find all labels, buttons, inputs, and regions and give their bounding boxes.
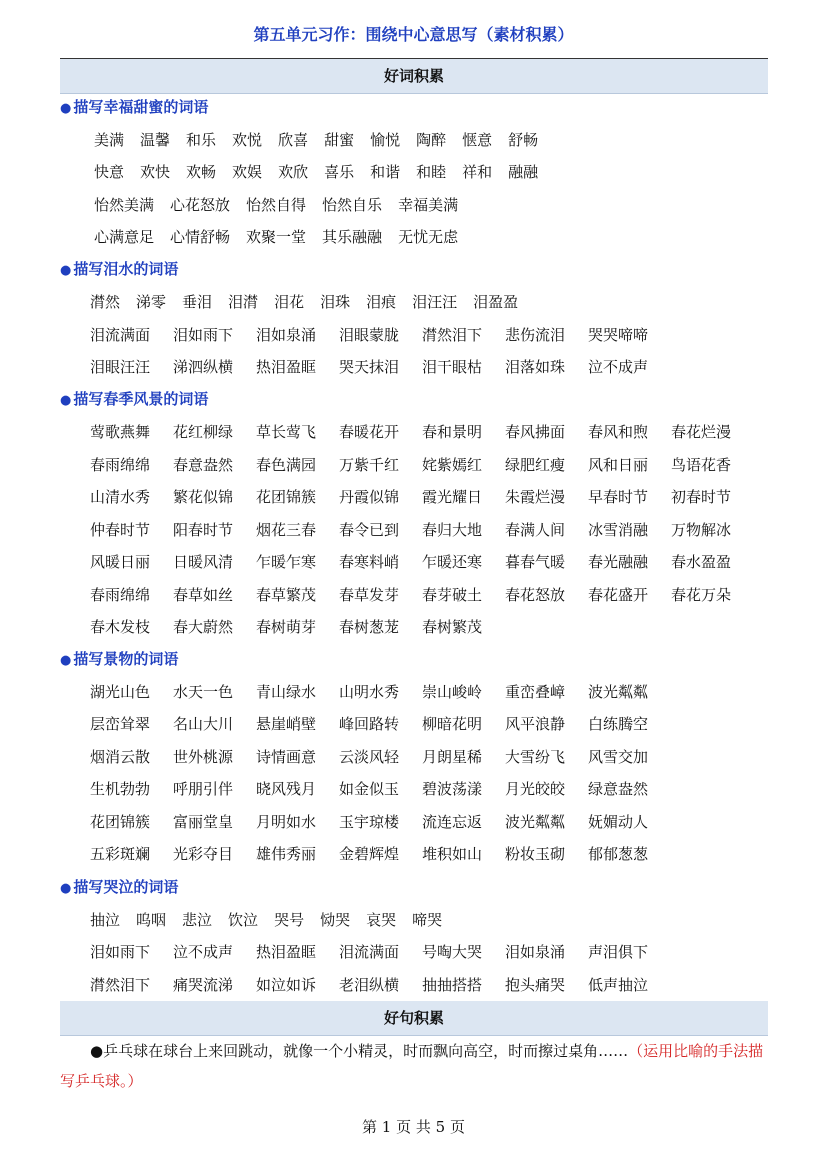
word: 万物解冰 [671,521,732,539]
word: 妩媚动人 [588,813,649,831]
category-heading-label: 描写幸福甜蜜的词语 [73,98,209,116]
word: 欢悦 [232,131,263,149]
category-heading-crying [60,875,178,899]
word-row [90,516,754,544]
word: 郁郁葱葱 [588,845,649,863]
word: 泪干眼枯 [422,358,483,376]
word: 春雨绵绵 [90,586,151,604]
word: 烟消云散 [90,748,151,766]
word: 恸哭 [320,911,351,929]
word: 绿肥红瘦 [505,456,566,474]
word: 其乐融融 [322,228,383,246]
word: 五彩斑斓 [90,845,151,863]
word: 春草如丝 [173,586,234,604]
word: 春花怒放 [505,586,566,604]
word: 春令已到 [339,521,400,539]
word-row [90,613,505,641]
category-heading-spring [60,387,208,411]
word: 泪痕 [366,293,397,311]
word: 名山大川 [173,715,234,733]
word: 声泪俱下 [588,943,649,961]
word: 悬崖峭壁 [256,715,317,733]
bullet-icon: ● [60,263,72,278]
word: 垂泪 [182,293,213,311]
word: 心满意足 [94,228,155,246]
word-row [90,451,754,479]
bullet-icon: ● [60,653,72,668]
word: 雄伟秀丽 [256,845,317,863]
word: 泪流满面 [90,326,151,344]
word: 柳暗花明 [422,715,483,733]
word: 泪流满面 [339,943,400,961]
word: 流连忘返 [422,813,483,831]
word: 春树萌芽 [256,618,317,636]
word: 欢娱 [232,163,263,181]
word-row [90,353,671,381]
word: 春风拂面 [505,423,566,441]
word-row [94,191,474,219]
word: 涕零 [136,293,167,311]
category-heading-label: 描写泪水的词语 [73,260,179,278]
word: 泪汪汪 [412,293,458,311]
word: 温馨 [140,131,171,149]
word: 低声抽泣 [588,976,649,994]
word: 热泪盈眶 [256,358,317,376]
word: 和谐 [370,163,401,181]
word: 春花万朵 [671,586,732,604]
word: 泪花 [274,293,305,311]
word: 月明如水 [256,813,317,831]
word: 怡然美满 [94,196,155,214]
word: 春意盎然 [173,456,234,474]
bullet-icon: ● [60,881,72,896]
bullet-icon: ● [60,101,72,116]
word-row [90,321,671,349]
word: 泪盈盈 [473,293,519,311]
word: 泪如雨下 [173,326,234,344]
word: 水天一色 [173,683,234,701]
word: 抱头痛哭 [505,976,566,994]
word: 惬意 [462,131,493,149]
page-title: 第五单元习作：围绕中心意思写（素材积累） [253,25,574,44]
word: 哀哭 [366,911,397,929]
word: 抽抽搭搭 [422,976,483,994]
word: 风和日丽 [588,456,649,474]
word: 泪如泉涌 [505,943,566,961]
category-heading-label: 描写春季风景的词语 [73,390,209,408]
word: 大雪纷飞 [505,748,566,766]
word: 湖光山色 [90,683,151,701]
word-row [90,678,671,706]
word: 抽泣 [90,911,121,929]
word: 欢欣 [278,163,309,181]
word: 仲春时节 [90,521,151,539]
word-row [94,223,474,251]
word: 饮泣 [228,911,259,929]
word: 陶醉 [416,131,447,149]
word-row [90,775,671,803]
word: 乍暖乍寒 [256,553,317,571]
word: 日暖风清 [173,553,234,571]
word: 如金似玉 [339,780,400,798]
word: 怡然自得 [246,196,307,214]
word: 甜蜜 [324,131,355,149]
word: 舒畅 [508,131,539,149]
word: 玉宇琼楼 [339,813,400,831]
word: 姹紫嫣红 [422,456,483,474]
word: 青山绿水 [256,683,317,701]
word-row [90,548,754,576]
word: 愉悦 [370,131,401,149]
word: 碧波荡漾 [422,780,483,798]
word: 潸然 [90,293,121,311]
word: 春树繁茂 [422,618,483,636]
category-heading-tears [60,257,178,281]
word-row [94,158,554,186]
word: 春风和煦 [588,423,649,441]
word: 暮春气暖 [505,553,566,571]
word: 春光融融 [588,553,649,571]
word: 层峦耸翠 [90,715,151,733]
word: 春雨绵绵 [90,456,151,474]
word: 哭哭啼啼 [588,326,649,344]
word: 生机勃勃 [90,780,151,798]
word: 春归大地 [422,521,483,539]
word: 波光粼粼 [505,813,566,831]
word: 光彩夺目 [173,845,234,863]
sentence-text: 乒乓球在球台上来回跳动，就像一个小精灵，时而飘向高空，时而擦过桌角…… [103,1042,629,1060]
word: 泣不成声 [173,943,234,961]
word: 鸟语花香 [671,456,732,474]
word: 欣喜 [278,131,309,149]
word: 如泣如诉 [256,976,317,994]
word: 和乐 [186,131,217,149]
word: 泪眼汪汪 [90,358,151,376]
word: 春色满园 [256,456,317,474]
word: 堆积如山 [422,845,483,863]
word: 烟花三春 [256,521,317,539]
word: 幸福美满 [398,196,459,214]
word: 哭天抹泪 [339,358,400,376]
word: 怡然自乐 [322,196,383,214]
word: 月朗星稀 [422,748,483,766]
word: 春水盈盈 [671,553,732,571]
word: 春草繁茂 [256,586,317,604]
word: 春树葱茏 [339,618,400,636]
word-row [90,483,754,511]
word-row [90,808,671,836]
word: 云淡风轻 [339,748,400,766]
word: 绿意盎然 [588,780,649,798]
word: 冰雪消融 [588,521,649,539]
word: 号啕大哭 [422,943,483,961]
word: 春和景明 [422,423,483,441]
word: 风雪交加 [588,748,649,766]
word: 喜乐 [324,163,355,181]
word: 月光皎皎 [505,780,566,798]
word: 泪珠 [320,293,351,311]
word-row [94,126,554,154]
word-row [90,288,534,316]
word: 诗情画意 [256,748,317,766]
sentence-bullet-icon: ● [90,1042,104,1060]
example-sentence [60,1036,770,1096]
word: 泪如雨下 [90,943,151,961]
word: 呼朋引伴 [173,780,234,798]
word-row [90,418,754,446]
section-header-good-words: 好词积累 [60,58,768,94]
word: 心花怒放 [170,196,231,214]
word: 繁花似锦 [173,488,234,506]
word: 无忧无虑 [398,228,459,246]
word: 山清水秀 [90,488,151,506]
word: 晓风残月 [256,780,317,798]
word: 金碧辉煌 [339,845,400,863]
word: 悲泣 [182,911,213,929]
word: 呜咽 [136,911,167,929]
word: 霞光耀日 [422,488,483,506]
word-row [90,743,671,771]
word: 春大蔚然 [173,618,234,636]
word: 朱霞烂漫 [505,488,566,506]
word: 花红柳绿 [173,423,234,441]
bullet-icon: ● [60,393,72,408]
word: 富丽堂皇 [173,813,234,831]
word: 白练腾空 [588,715,649,733]
word: 欢快 [140,163,171,181]
category-heading-happiness [60,95,208,119]
word: 欢畅 [186,163,217,181]
category-heading-label: 描写哭泣的词语 [73,878,179,896]
section-header-good-sentences: 好句积累 [60,1001,768,1036]
word: 泪眼蒙胧 [339,326,400,344]
word: 和睦 [416,163,447,181]
word-row [90,938,671,966]
word: 山明水秀 [339,683,400,701]
word: 初春时节 [671,488,732,506]
word: 泪落如珠 [505,358,566,376]
word: 春寒料峭 [339,553,400,571]
word: 融融 [508,163,539,181]
word: 波光粼粼 [588,683,649,701]
word: 世外桃源 [173,748,234,766]
word: 风平浪静 [505,715,566,733]
word: 欢聚一堂 [246,228,307,246]
word: 美满 [94,131,125,149]
word: 丹霞似锦 [339,488,400,506]
word: 春芽破土 [422,586,483,604]
word: 乍暖还寒 [422,553,483,571]
word: 潸然泪下 [90,976,151,994]
word: 春花盛开 [588,586,649,604]
word: 悲伤流泪 [505,326,566,344]
word: 风暖日丽 [90,553,151,571]
word: 草长莺飞 [256,423,317,441]
word: 潸然泪下 [422,326,483,344]
word: 重峦叠嶂 [505,683,566,701]
word: 春草发芽 [339,586,400,604]
word: 泪潸 [228,293,259,311]
word: 老泪纵横 [339,976,400,994]
word: 热泪盈眶 [256,943,317,961]
category-heading-scenery [60,647,178,671]
word: 春花烂漫 [671,423,732,441]
word: 痛哭流涕 [173,976,234,994]
word: 早春时节 [588,488,649,506]
word-row [90,710,671,738]
word: 哭号 [274,911,305,929]
word: 崇山峻岭 [422,683,483,701]
word: 春暖花开 [339,423,400,441]
word-row [90,906,458,934]
word: 粉妆玉砌 [505,845,566,863]
word: 涕泗纵横 [173,358,234,376]
word-row [90,840,671,868]
word: 泣不成声 [588,358,649,376]
word: 峰回路转 [339,715,400,733]
word: 花团锦簇 [256,488,317,506]
word: 万紫千红 [339,456,400,474]
page-footer: 第 1 页 共 5 页 [362,1118,465,1136]
category-heading-label: 描写景物的词语 [73,650,179,668]
word: 心情舒畅 [170,228,231,246]
word: 啼哭 [412,911,443,929]
word-row [90,971,671,999]
word: 快意 [94,163,125,181]
word: 花团锦簇 [90,813,151,831]
word: 阳春时节 [173,521,234,539]
word-row [90,581,754,609]
word: 泪如泉涌 [256,326,317,344]
word: 莺歌燕舞 [90,423,151,441]
word: 祥和 [462,163,493,181]
sentence-note: （运用比喻的手法描写乒乓球。） [60,1042,764,1090]
word: 春满人间 [505,521,566,539]
word: 春木发枝 [90,618,151,636]
